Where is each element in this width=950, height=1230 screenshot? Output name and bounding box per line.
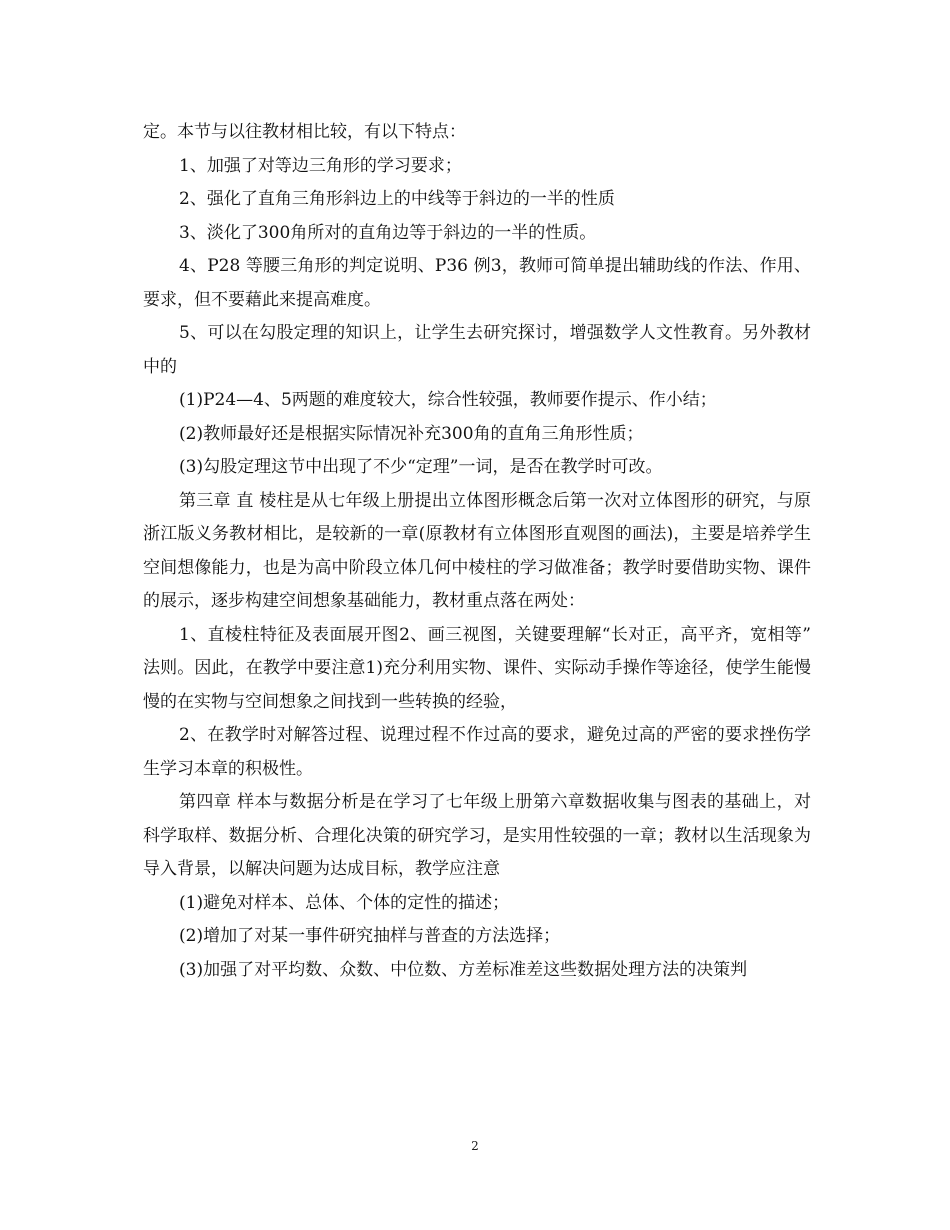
paragraph-chapter-4-note-1: (1)避免对样本、总体、个体的定性的描述； bbox=[179, 892, 510, 913]
paragraph-note-1: (1)P24—4、5两题的难度较大，综合性较强，教师要作提示、作小结； bbox=[179, 390, 717, 410]
paragraph-chapter-3-point-1: 1、直棱柱特征及表面展开图2、画三视图，关键要理解“长对正，高平齐，宽相等”法则。因此，在教学中要注意1)充分利用实物、课件、实际动手操作等途径，使学生能慢慢的在实物与空间想象之间找到一些转换的经验， bbox=[143, 624, 811, 712]
paragraph-note-3: (3)勾股定理这节中出现了不少“定理”一词，是否在教学时可改。 bbox=[179, 457, 663, 477]
paragraph-chapter-4-note-2: (2)增加了对某一事件研究抽样与普查的方法选择； bbox=[179, 926, 561, 946]
paragraph-intro-continuation: 定。本节与以往教材相比较，有以下特点： bbox=[143, 122, 466, 142]
page-number: 2 bbox=[471, 1139, 479, 1153]
paragraph-chapter-4-note-3: (3)加强了对平均数、众数、中位数、方差标准差这些数据处理方法的决策判 bbox=[179, 959, 748, 980]
paragraph-feature-5: 5、可以在勾股定理的知识上，让学生去研究探讨，增强数学人文性教育。另外教材中的 bbox=[143, 323, 811, 377]
paragraph-note-2: (2)教师最好还是根据实际情况补充300角的直角三角形性质； bbox=[179, 423, 644, 444]
paragraph-chapter-3: 第三章 直 棱柱是从七年级上册提出立体图形概念后第一次对立体图形的研究，与原浙江版义务教材相比，是较新的一章(原教材有立体图形直观图的画法)，主要是培养学生空间想像能力，也是为高中阶段立体几何中棱柱的学习做准备；教学时要借助实物、课件的展示，逐步构建空间想象基础能力，教材重点落在两处： bbox=[143, 490, 811, 611]
paragraph-chapter-4: 第四章 样本与数据分析是在学习了七年级上册第六章数据收集与图表的基础上，对科学取样、数据分析、合理化决策的研究学习，是实用性较强的一章；教材以生活现象为导入背景，以解决问题为达成目标，教学应注意 bbox=[143, 792, 811, 879]
paragraph-feature-4: 4、P28 等腰三角形的判定说明、P36 例3，教师可简单提出辅助线的作法、作用、要求，但不要藉此来提高难度。 bbox=[143, 256, 811, 310]
paragraph-feature-2: 2、强化了直角三角形斜边上的中线等于斜边的一半的性质 bbox=[179, 189, 615, 209]
paragraph-feature-3: 3、淡化了300角所对的直角边等于斜边的一半的性质。 bbox=[179, 222, 597, 243]
document-body bbox=[143, 116, 811, 987]
paragraph-chapter-3-point-2: 2、在教学时对解答过程、说理过程不作过高的要求，避免过高的严密的要求挫伤学生学习本章的积极性。 bbox=[143, 725, 811, 779]
paragraph-feature-1: 1、加强了对等边三角形的学习要求； bbox=[179, 155, 462, 176]
